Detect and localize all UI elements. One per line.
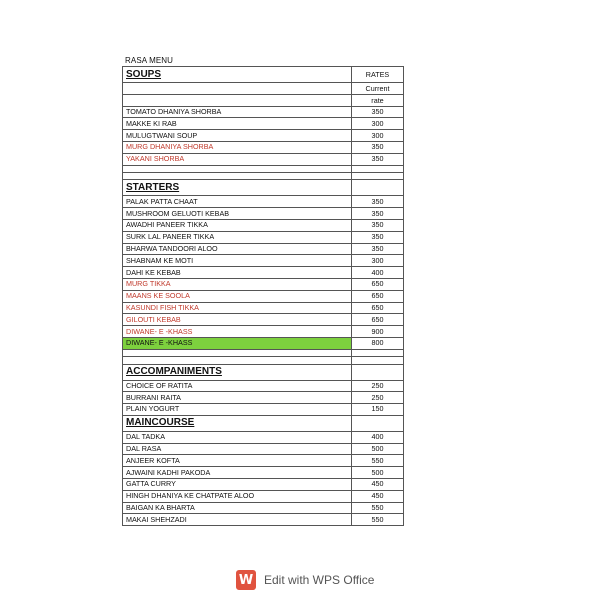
menu-item-name: GATTA CURRY [123,479,352,491]
menu-item-name: AJWAINI KADHI PAKODA [123,467,352,479]
empty-cell [123,165,352,172]
wps-edit-badge[interactable] [236,570,374,590]
menu-item-name: MUSHROOM GELUOTI KEBAB [123,208,352,220]
menu-item-row [123,392,404,404]
section-header-starters [123,180,404,196]
menu-item-row [123,196,404,208]
menu-item-rate: 400 [352,431,404,443]
empty-cell [352,357,404,364]
menu-item-name: YAKANI SHORBA [123,153,352,165]
empty-cell [352,349,404,356]
menu-item-rate: 150 [352,404,404,416]
menu-item-rate: 500 [352,467,404,479]
menu-item-row [123,302,404,314]
rate-header-line: Current [352,83,404,95]
menu-item-row [123,278,404,290]
menu-item-rate: 350 [352,141,404,153]
menu-item-name: BAIGAN KA BHARTA [123,502,352,514]
wps-edit-label: Edit with WPS Office [264,573,375,587]
menu-item-rate: 650 [352,302,404,314]
menu-item-rate: 650 [352,290,404,302]
menu-item-name: SURK LAL PANEER TIKKA [123,231,352,243]
document-title: RASA MENU [125,56,174,65]
menu-item-rate: 350 [352,153,404,165]
section-rate-header: RATES [352,67,404,83]
menu-item-row [123,153,404,165]
menu-item-name: MURG DHANIYA SHORBA [123,141,352,153]
menu-item-row [123,326,404,338]
menu-item-row [123,467,404,479]
section-header-accompaniments [123,364,404,380]
menu-item-name: MAKKE KI RAB [123,118,352,130]
menu-item-rate: 350 [352,219,404,231]
menu-item-rate: 300 [352,118,404,130]
menu-item-row [123,380,404,392]
menu-item-row [123,443,404,455]
menu-item-name: MAKAI SHEHZADI [123,514,352,526]
section-header-soups [123,67,404,83]
menu-item-name: DAL RASA [123,443,352,455]
menu-item-row [123,431,404,443]
menu-item-name: MURG TIKKA [123,278,352,290]
menu-item-rate: 550 [352,514,404,526]
empty-cell [123,94,352,106]
menu-item-name: DAHI KE KEBAB [123,267,352,279]
section-title: MAINCOURSE [123,415,352,431]
menu-item-row [123,314,404,326]
menu-item-name: DIWANE- E -KHASS [123,326,352,338]
menu-item-row [123,231,404,243]
wps-office-icon: W [236,570,256,590]
menu-item-row [123,255,404,267]
menu-item-rate: 400 [352,267,404,279]
spacer-row [123,349,404,356]
rate-header-line: rate [352,94,404,106]
menu-item-name: TOMATO DHANIYA SHORBA [123,106,352,118]
menu-item-name: KASUNDI FISH TIKKA [123,302,352,314]
menu-item-name: DIWANE- E -KHASS [123,337,352,349]
menu-item-row [123,106,404,118]
menu-item-rate: 350 [352,231,404,243]
menu-item-rate: 650 [352,314,404,326]
menu-item-row [123,455,404,467]
menu-item-name: SHABNAM KE MOTI [123,255,352,267]
menu-item-name: BHARWA TANDOORI ALOO [123,243,352,255]
empty-cell [123,172,352,179]
empty-cell [352,165,404,172]
section-title: STARTERS [123,180,352,196]
menu-item-row [123,219,404,231]
menu-item-row [123,490,404,502]
section-title: ACCOMPANIMENTS [123,364,352,380]
menu-item-row [123,514,404,526]
menu-item-name: BURRANI RAITA [123,392,352,404]
menu-item-row [123,479,404,491]
menu-item-row [123,118,404,130]
menu-item-row [123,243,404,255]
empty-cell [123,349,352,356]
menu-item-rate: 650 [352,278,404,290]
empty-cell [123,357,352,364]
section-title: SOUPS [123,67,352,83]
menu-item-name: CHOICE OF RATITA [123,380,352,392]
section-rate-header [352,364,404,380]
spacer-row [123,357,404,364]
menu-item-rate: 550 [352,502,404,514]
menu-item-rate: 250 [352,380,404,392]
menu-item-name: HINGH DHANIYA KE CHATPATE ALOO [123,490,352,502]
menu-item-rate: 250 [352,392,404,404]
menu-item-rate: 500 [352,443,404,455]
menu-item-name: DAL TADKA [123,431,352,443]
menu-item-row [123,337,404,349]
menu-table [122,66,404,526]
menu-item-rate: 300 [352,130,404,142]
empty-cell [352,172,404,179]
spacer-row [123,172,404,179]
menu-item-rate: 550 [352,455,404,467]
menu-item-name: GILOUTI KEBAB [123,314,352,326]
menu-item-name: MAANS KE SOOLA [123,290,352,302]
menu-item-row [123,502,404,514]
menu-item-rate: 350 [352,243,404,255]
menu-item-name: PALAK PATTA CHAAT [123,196,352,208]
menu-item-rate: 900 [352,326,404,338]
menu-item-rate: 350 [352,208,404,220]
menu-item-name: ANJEER KOFTA [123,455,352,467]
menu-item-rate: 350 [352,106,404,118]
menu-item-name: PLAIN YOGURT [123,404,352,416]
menu-item-row [123,267,404,279]
menu-item-row [123,130,404,142]
section-header-maincourse [123,415,404,431]
section-rate-header [352,180,404,196]
spacer-row [123,165,404,172]
menu-item-row [123,208,404,220]
menu-item-row [123,404,404,416]
rate-header-row [123,83,404,95]
menu-item-row [123,290,404,302]
empty-cell [123,83,352,95]
menu-item-rate: 300 [352,255,404,267]
section-rate-header [352,415,404,431]
menu-item-rate: 350 [352,196,404,208]
menu-item-rate: 450 [352,479,404,491]
menu-item-name: MULUGTWANI SOUP [123,130,352,142]
rate-header-row [123,94,404,106]
menu-item-rate: 450 [352,490,404,502]
menu-item-row [123,141,404,153]
menu-item-name: AWADHI PANEER TIKKA [123,219,352,231]
menu-item-rate: 800 [352,337,404,349]
